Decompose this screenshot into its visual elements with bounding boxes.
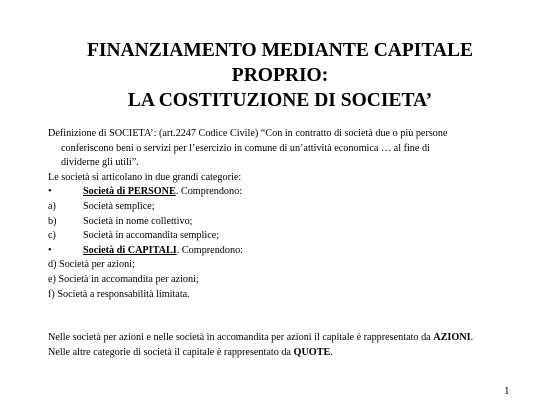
spacer [48,317,528,332]
title-line-2: PROPRIO: [231,65,329,86]
note-azioni [48,331,528,346]
list-marker: b) [48,215,57,227]
list-item [48,200,528,215]
list-item: e) Società in accomandita per azioni; [48,273,199,285]
category-heading-capitali: Società di CAPITALI [83,244,177,256]
category-capitali [48,244,528,259]
title-line-1: FINANZIAMENTO MEDIANTE CAPITALE [86,40,474,61]
page-number: 1 [504,385,510,397]
list-item: f) Società a responsabilità limitata. [48,288,190,300]
definition-line-3: dividerne gli utili”. [61,157,139,169]
list-marker: c) [48,230,56,242]
note-text: Nelle altre categorie di società il capitale è rappresentato da [48,346,294,358]
note-end: . [470,332,474,344]
list-item-text: Società semplice; [83,200,155,212]
slide-body [48,127,528,361]
slide-title [0,38,560,113]
note-quote [48,346,528,361]
list-item [48,229,528,244]
categories-intro: Le società si articolano in due grandi categorie: [48,171,242,183]
note-keyword: AZIONI [433,332,471,344]
category-persone [48,185,528,200]
list-item-text: Società in accomandita semplice; [83,230,220,242]
note-keyword: QUOTE [293,346,331,358]
definition-line-2: conferiscono beni o servizi per l’esercizio in comune di un’attività economica … al fine di [61,142,430,154]
definition-line-1: Definizione di SOCIETA’: (art.2247 Codice Civile) “Con in contratto di società due o più persone [48,128,448,139]
bullet-marker: • [48,244,52,256]
list-marker: a) [48,200,56,212]
bullet-marker: • [48,186,52,198]
spacer [48,302,528,317]
category-suffix: . Comprendono: [175,186,243,198]
note-text: Nelle società per azioni e nelle società in accomandita per azioni il capitale è rappresentato da [48,332,434,344]
list-item: d) Società per azioni; [48,259,135,271]
note-end: . [330,346,333,358]
category-suffix: . Comprendono: [176,244,243,256]
category-heading-persone: Società di PERSONE [83,186,176,198]
list-item-text: Società in nome collettivo; [83,215,193,227]
list-item [48,215,528,230]
title-line-3: LA COSTITUZIONE DI SOCIETA’ [127,90,433,111]
